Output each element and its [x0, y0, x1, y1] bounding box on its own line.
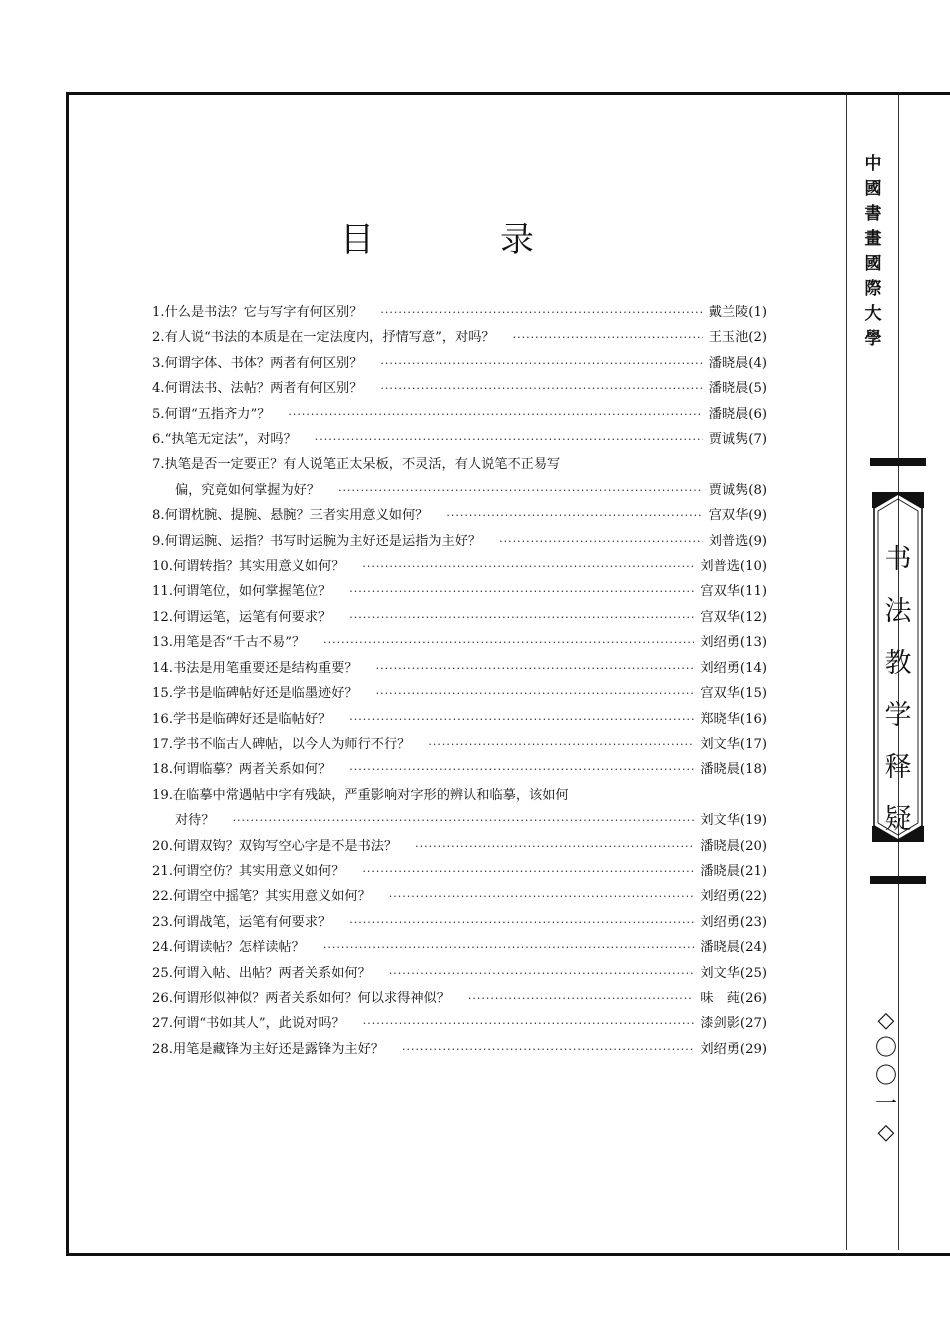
toc-line [152, 630, 767, 655]
dot-leader [323, 935, 695, 960]
entry-author-page: 潘晓晨(6) [708, 406, 767, 422]
toc-entry [152, 732, 767, 757]
entry-title: 何谓法书、法帖？两者有何区别？ [164, 381, 363, 397]
decorative-band [870, 876, 926, 884]
entry-number: 14. [152, 660, 173, 676]
book-title-char: 书 [884, 544, 912, 575]
entry-title: 何谓形似神似？两者关系如何？何以求得神似？ [172, 990, 450, 1006]
toc-line [152, 554, 767, 579]
dot-leader [315, 427, 703, 452]
entry-author-page: 潘晓晨(18) [700, 762, 767, 778]
dot-leader [349, 757, 694, 782]
dot-leader [380, 300, 702, 325]
entry-title: 执笔是否一定要正？有人说笔正太呆板，不灵活，有人说笔不正易写 [164, 457, 561, 473]
entry-author-page: 潘晓晨(20) [700, 838, 767, 854]
entry-author-page: 漆剑影(27) [700, 1016, 767, 1032]
toc-line [152, 961, 767, 986]
dot-leader [338, 478, 703, 503]
dot-leader [349, 579, 694, 604]
entry-title: 学书是临碑好还是临帖好？ [172, 711, 332, 727]
entry-number: 7. [152, 457, 165, 473]
entry-author-page: 贾诚隽(8) [708, 482, 767, 498]
entry-title: 用笔是藏锋为主好还是露锋为主好？ [172, 1041, 384, 1057]
toc-entry [152, 935, 767, 960]
toc-line [152, 325, 767, 350]
entry-number: 17. [152, 736, 173, 752]
entry-title: 学书是临碑帖好还是临墨迹好？ [172, 686, 358, 702]
dot-leader [415, 834, 694, 859]
entry-number: 26. [152, 990, 173, 1006]
toc-line [152, 579, 767, 604]
entry-author-page: 刘绍勇(22) [700, 889, 767, 905]
entry-author-page: 宫双华(15) [700, 686, 767, 702]
toc-entry [152, 834, 767, 859]
toc-entry [152, 579, 767, 604]
book-title-char: 疑 [884, 804, 912, 835]
toc-line [152, 300, 767, 325]
toc-line [152, 402, 767, 427]
toc-entry [152, 783, 767, 834]
entry-author-page: 刘绍勇(13) [700, 635, 767, 651]
toc-entry [152, 325, 767, 350]
toc-line [152, 757, 767, 782]
entry-number: 11. [152, 584, 173, 600]
toc-entry [152, 529, 767, 554]
entry-author-page: 刘绍勇(14) [700, 660, 767, 676]
toc-line [152, 605, 767, 630]
entry-author-page: 潘晓晨(24) [700, 940, 767, 956]
vertical-label-char: 中 [864, 154, 882, 174]
entry-title-continued: 对待？ [175, 813, 215, 829]
book-title-char: 释 [884, 752, 912, 783]
vertical-institution-label [858, 152, 888, 352]
entry-author-page: 刘普选(9) [708, 533, 767, 549]
entry-author-page: 王玉池(2) [708, 330, 767, 346]
toc-entry [152, 910, 767, 935]
toc-entry [152, 757, 767, 782]
entry-number: 18. [152, 762, 173, 778]
entry-title: 何谓运笔，运笔有何要求？ [172, 609, 332, 625]
page-number-char: ◇ [877, 1120, 895, 1145]
entry-title: 何谓双钩？双钩写空心字是不是书法？ [172, 838, 398, 854]
entry-title: 何谓“书如其人”，此说对吗？ [172, 1016, 345, 1032]
entry-number: 13. [152, 635, 173, 651]
entry-author-page: 潘晓晨(4) [708, 355, 767, 371]
entry-number: 10. [152, 559, 173, 575]
dot-leader [468, 986, 694, 1011]
entry-author-page: 宫双华(12) [700, 609, 767, 625]
toc-line [152, 478, 767, 503]
toc-entry [152, 859, 767, 884]
vertical-label-char: 畫 [864, 229, 882, 249]
entry-author-page: 刘普选(10) [700, 559, 767, 575]
toc-line [152, 656, 767, 681]
toc-entry [152, 452, 767, 503]
entry-title: 何谓运腕、运指？书写时运腕为主好还是运指为主好？ [164, 533, 482, 549]
page-number-char: ◇ [877, 1008, 895, 1033]
toc-entry [152, 300, 767, 325]
entry-number: 21. [152, 863, 173, 879]
dot-leader [389, 884, 695, 909]
entry-author-page: 潘晓晨(5) [708, 381, 767, 397]
vertical-label-char: 大 [864, 304, 882, 324]
entry-author-page: 刘文华(17) [700, 736, 767, 752]
dot-leader [389, 961, 695, 986]
dot-leader [380, 376, 702, 401]
dot-leader [402, 1037, 694, 1062]
dot-leader [428, 732, 694, 757]
dot-leader [349, 910, 694, 935]
dot-leader [362, 859, 694, 884]
entry-title: 何谓转指？其实用意义如何？ [172, 559, 345, 575]
entry-title: 何谓读帖？怎样读帖？ [172, 940, 305, 956]
toc-line [152, 910, 767, 935]
toc-line [152, 707, 767, 732]
dot-leader [376, 656, 695, 681]
entry-number: 8. [152, 508, 165, 524]
page-title: 目 录 [340, 220, 580, 260]
dot-leader [446, 503, 702, 528]
entry-author-page: 刘绍勇(29) [700, 1041, 767, 1057]
entry-number: 5. [152, 406, 165, 422]
entry-title: 用笔是否“千古不易”？ [172, 635, 306, 651]
dot-leader [499, 529, 703, 554]
entry-author-page: 味 莼(26) [700, 990, 767, 1006]
page-number [864, 1007, 908, 1147]
entry-number: 1. [152, 305, 165, 320]
entry-title: 何谓“五指齐力”？ [164, 406, 271, 422]
page-number-char: 〇 [874, 1036, 897, 1061]
toc-entry [152, 1011, 767, 1036]
entry-number: 4. [152, 381, 165, 397]
page-number-char: 一 [874, 1092, 897, 1117]
toc-line [152, 783, 767, 808]
entry-title: 何谓入帖、出帖？两者关系如何？ [172, 965, 371, 981]
entry-number: 19. [152, 787, 173, 803]
vertical-label-char: 國 [864, 179, 882, 199]
toc-line [152, 452, 767, 477]
entry-number: 2. [152, 330, 165, 346]
entry-number: 6. [152, 432, 165, 448]
toc-line [152, 376, 767, 401]
dot-leader [323, 630, 694, 655]
dot-leader [380, 351, 702, 376]
entry-title: 何谓临摹？两者关系如何？ [172, 762, 332, 778]
entry-author-page: 潘晓晨(21) [700, 863, 767, 879]
book-title-char: 法 [884, 596, 912, 627]
book-title-vertical [872, 534, 924, 846]
dot-leader [363, 1011, 695, 1036]
toc-line [152, 351, 767, 376]
entry-number: 27. [152, 1016, 173, 1032]
entry-title: 何谓枕腕、提腕、悬腕？三者实用意义如何？ [164, 508, 429, 524]
entry-author-page: 郑晓华(16) [700, 711, 767, 727]
entry-number: 3. [152, 355, 165, 371]
book-title-char: 教 [884, 648, 912, 679]
toc-entry [152, 986, 767, 1011]
decorative-band [870, 458, 926, 466]
entry-title-continued: 偏，究竟如何掌握为好？ [175, 482, 321, 498]
entry-author-page: 贾诚隽(7) [708, 432, 767, 448]
dot-leader [349, 707, 694, 732]
toc-entry [152, 1037, 767, 1062]
entry-number: 12. [152, 609, 173, 625]
toc-line [152, 986, 767, 1011]
entry-author-page: 戴兰陵(1) [708, 305, 767, 320]
vertical-label-char: 學 [864, 329, 882, 349]
toc-line [152, 1037, 767, 1062]
entry-number: 25. [152, 965, 173, 981]
entry-title: 学书不临古人碑帖，以今人为师行不行？ [172, 736, 411, 752]
entry-number: 15. [152, 686, 173, 702]
toc-line [152, 808, 767, 833]
toc-entry [152, 961, 767, 986]
entry-author-page: 刘文华(25) [700, 965, 767, 981]
toc-line [152, 1011, 767, 1036]
dot-leader [349, 605, 694, 630]
toc-entry [152, 554, 767, 579]
entry-number: 22. [152, 889, 173, 905]
entry-number: 16. [152, 711, 173, 727]
book-title-char: 学 [884, 700, 912, 731]
table-of-contents [152, 300, 767, 1062]
entry-author-page: 宫双华(9) [708, 508, 767, 524]
toc-line [152, 935, 767, 960]
entry-title: 有人说“书法的本质是在一定法度内，抒情写意”，对吗？ [164, 330, 495, 346]
entry-title: 何谓笔位，如何掌握笔位？ [172, 584, 332, 600]
toc-line [152, 529, 767, 554]
toc-entry [152, 605, 767, 630]
toc-line [152, 732, 767, 757]
toc-entry [152, 656, 767, 681]
entry-title: 何谓战笔，运笔有何要求？ [172, 914, 332, 930]
dot-leader [288, 402, 702, 427]
toc-line [152, 427, 767, 452]
toc-entry [152, 503, 767, 528]
entry-title: 在临摹中常遇帖中字有残缺，严重影响对字形的辨认和临摹，该如何 [172, 787, 569, 803]
toc-entry [152, 402, 767, 427]
toc-entry [152, 376, 767, 401]
entry-number: 24. [152, 940, 173, 956]
toc-entry [152, 427, 767, 452]
toc-line [152, 884, 767, 909]
entry-number: 28. [152, 1041, 173, 1057]
page-number-char: 〇 [874, 1064, 897, 1089]
dot-leader [362, 554, 694, 579]
toc-line [152, 834, 767, 859]
entry-number: 23. [152, 914, 173, 930]
toc-line [152, 859, 767, 884]
dot-leader [513, 325, 703, 350]
entry-title: 书法是用笔重要还是结构重要？ [172, 660, 358, 676]
toc-entry [152, 884, 767, 909]
vertical-label-char: 書 [864, 204, 882, 224]
sidebar-divider [846, 95, 847, 1250]
entry-author-page: 刘文华(19) [700, 813, 767, 829]
vertical-label-char: 國 [864, 254, 882, 274]
toc-line [152, 503, 767, 528]
entry-title: 何谓字体、书体？两者有何区别？ [164, 355, 363, 371]
toc-entry [152, 707, 767, 732]
toc-line [152, 681, 767, 706]
entry-title: “执笔无定法”，对吗？ [164, 432, 297, 448]
entry-number: 9. [152, 533, 165, 549]
toc-entry [152, 351, 767, 376]
dot-leader [233, 808, 695, 833]
entry-author-page: 宫双华(11) [700, 584, 767, 600]
vertical-label-char: 際 [864, 279, 882, 299]
toc-entry [152, 630, 767, 655]
entry-title: 何谓空中摇笔？其实用意义如何？ [172, 889, 371, 905]
dot-leader [376, 681, 695, 706]
entry-title: 什么是书法？它与写字有何区别？ [164, 305, 363, 320]
entry-title: 何谓空仿？其实用意义如何？ [172, 863, 345, 879]
toc-entry [152, 681, 767, 706]
entry-number: 20. [152, 838, 173, 854]
entry-author-page: 刘绍勇(23) [700, 914, 767, 930]
